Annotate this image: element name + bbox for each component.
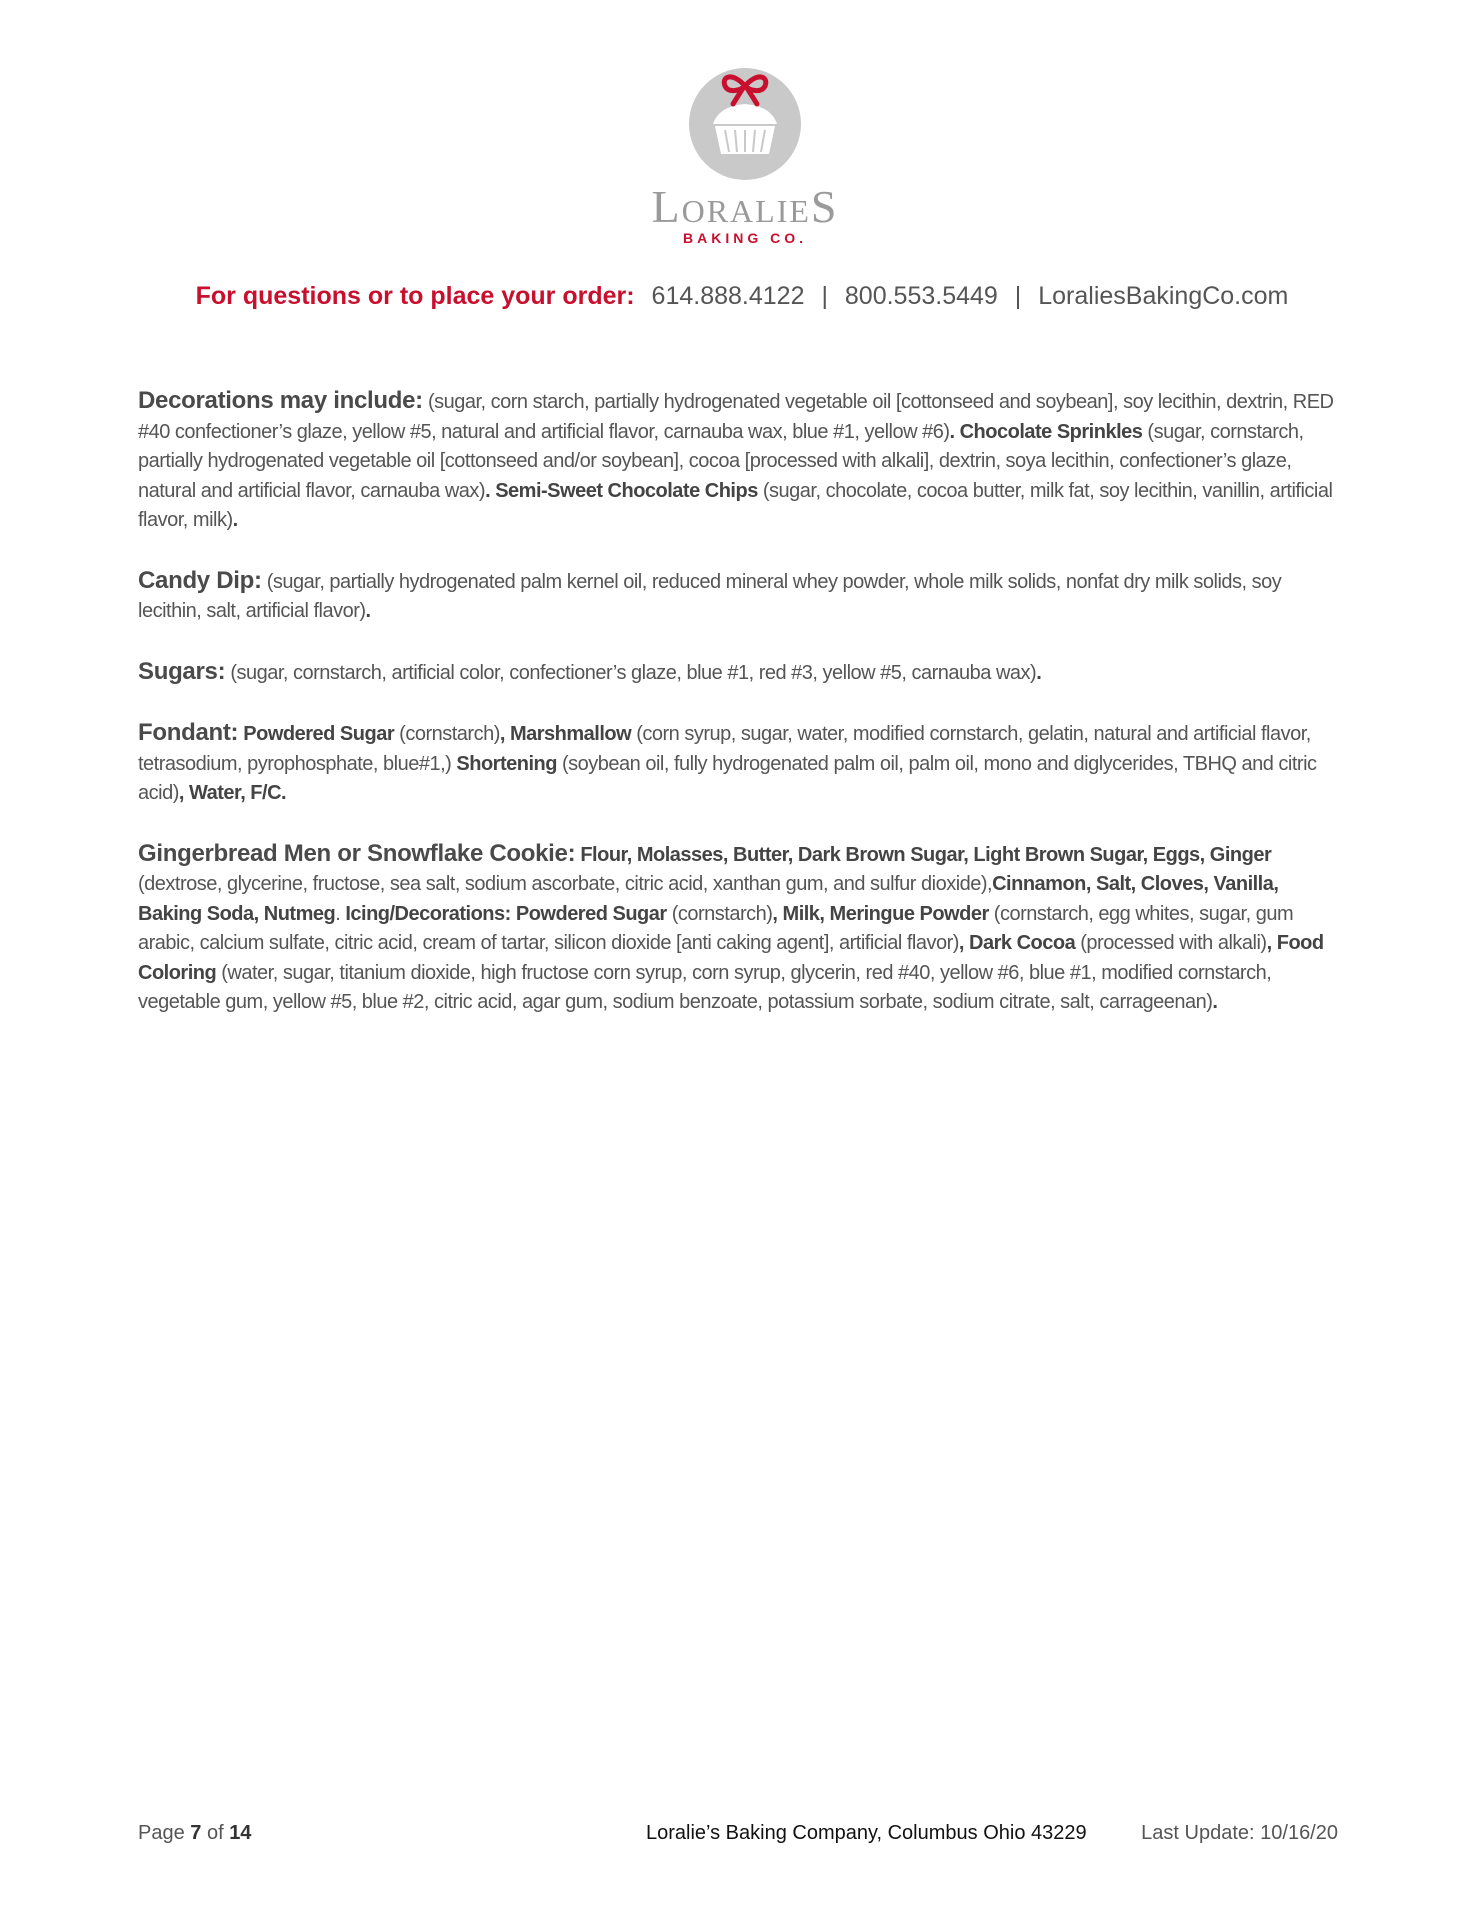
ingredient-bold: . bbox=[1212, 991, 1218, 1013]
ingredient-text: (dextrose, glycerine, fructose, sea salt, sodium ascorbate, citric acid, xanthan gum, and sulfur dioxide), bbox=[138, 873, 993, 895]
last-update: Last Update: 10/16/20 bbox=[1141, 1822, 1338, 1844]
ingredient-text: (cornstarch) bbox=[666, 902, 773, 925]
ingredient-text: (processed with alkali) bbox=[1075, 932, 1267, 954]
ingredient-bold: . Semi-Sweet Chocolate Chips bbox=[485, 479, 758, 502]
page-footer bbox=[138, 1818, 1338, 1848]
contact-line bbox=[0, 280, 1484, 312]
page-word: Page bbox=[138, 1822, 191, 1844]
section-heading: Candy Dip: bbox=[138, 566, 262, 594]
company-address: Loralie’s Baking Company, Columbus Ohio 43229 bbox=[646, 1822, 1087, 1844]
company-logo bbox=[640, 62, 850, 246]
logo-name: LoralieS bbox=[651, 181, 839, 232]
ingredient-bold: . bbox=[365, 600, 371, 622]
ingredient-bold: Shortening bbox=[451, 752, 557, 775]
ingredient-bold: Cinnamon, Salt, Cloves, Vanilla, Baking Soda, Nutmeg bbox=[138, 873, 1279, 925]
ingredient-bold: Flour, Molasses, Butter, Dark Brown Sugar, Light Brown Sugar, Eggs, Ginger bbox=[575, 843, 1272, 866]
logo-subtitle: BAKING CO. bbox=[683, 230, 807, 246]
ingredient-bold: , Food Coloring bbox=[138, 932, 1324, 984]
page-total: 14 bbox=[229, 1822, 252, 1844]
contact-separator: | bbox=[821, 282, 828, 310]
contact-phone-1: 614.888.4122 bbox=[651, 282, 805, 310]
ingredient-bold: Icing/Decorations: Powdered Sugar bbox=[345, 902, 667, 925]
contact-website: LoraliesBakingCo.com bbox=[1038, 282, 1289, 310]
page-counter bbox=[138, 1818, 251, 1848]
gingerbread-paragraph bbox=[138, 839, 1338, 1018]
ingredient-text: (corn syrup, sugar, water, modified cornstarch, gelatin, natural and artificial flavor, tetrasodium, pyrophosphate, blue#1,) bbox=[138, 723, 1311, 775]
page-number: 7 bbox=[190, 1822, 202, 1844]
decorations-paragraph bbox=[138, 386, 1338, 536]
ingredient-text: (sugar, partially hydrogenated palm kernel oil, reduced mineral whey powder, whole milk solids, nonfat dry milk solids, soy lecithin, salt, artificial flavor) bbox=[138, 570, 1282, 622]
ingredient-bold: , Water, F/C. bbox=[178, 782, 287, 804]
ingredient-bold: , Milk, Meringue Powder bbox=[772, 902, 989, 925]
ingredient-text: (water, sugar, titanium dioxide, high fructose corn syrup, corn syrup, glycerin, red #40, yellow #6, blue #1, modified cornstarch, vegetable gum, yellow #5, blue #2, citric acid, agar gum, sodium benzoate, potassium sorbate, sodium citrate, salt, carrageenan) bbox=[138, 961, 1272, 1013]
candy-dip-paragraph bbox=[138, 566, 1338, 627]
contact-label: For questions or to place your order: bbox=[195, 282, 635, 310]
ingredient-text: (sugar, chocolate, cocoa butter, milk fat, soy lecithin, vanillin, artificial flavor, milk) bbox=[138, 479, 1333, 531]
ingredient-bold: . bbox=[232, 509, 238, 531]
ingredients-content bbox=[138, 386, 1338, 1048]
contact-separator: | bbox=[1014, 282, 1022, 310]
ingredient-text: (sugar, cornstarch, partially hydrogenated vegetable oil [cottonseed and/or soybean], cocoa [processed with alkali], dextrin, soya lecithin, confectioner’s glaze, natural and artificial flavor, carnauba wax) bbox=[138, 420, 1304, 502]
contact-phone-2: 800.553.5449 bbox=[844, 282, 998, 310]
ingredient-bold: , Marshmallow bbox=[499, 723, 632, 745]
ingredient-text: (sugar, cornstarch, artificial color, confectioner’s glaze, blue #1, red #3, yellow #5, carnauba wax) bbox=[225, 661, 1037, 684]
ingredient-bold: . Chocolate Sprinkles bbox=[949, 420, 1143, 443]
ingredient-text: (cornstarch) bbox=[394, 723, 500, 745]
fondant-paragraph bbox=[138, 718, 1338, 809]
section-heading: Gingerbread Men or Snowflake Cookie: bbox=[138, 839, 576, 867]
ingredient-text: . bbox=[335, 902, 346, 925]
ingredient-text: (sugar, corn starch, partially hydrogenated vegetable oil [cottonseed and soybean], soy lecithin, dextrin, RED #40 confectioner’s glaze, yellow #5, natural and artificial flavor, carnauba wax, blue #1, yellow #6) bbox=[138, 391, 1334, 443]
ingredient-bold: Powdered Sugar bbox=[238, 723, 395, 745]
ingredient-bold: . bbox=[1036, 661, 1042, 684]
section-heading: Sugars: bbox=[138, 657, 226, 685]
ingredient-text: (cornstarch, egg whites, sugar, gum arabic, calcium sulfate, citric acid, cream of tartar, silicon dioxide [anti caking agent], artificial flavor) bbox=[138, 902, 1294, 954]
section-heading: Fondant: bbox=[138, 719, 239, 746]
cupcake-logo-icon bbox=[685, 62, 805, 180]
ingredient-bold: , Dark Cocoa bbox=[958, 932, 1076, 954]
ingredient-text: (soybean oil, fully hydrogenated palm oil, palm oil, mono and diglycerides, TBHQ and citric acid) bbox=[138, 752, 1317, 804]
section-heading: Decorations may include: bbox=[138, 387, 423, 414]
sugars-paragraph bbox=[138, 657, 1338, 689]
of-word: of bbox=[201, 1822, 230, 1844]
